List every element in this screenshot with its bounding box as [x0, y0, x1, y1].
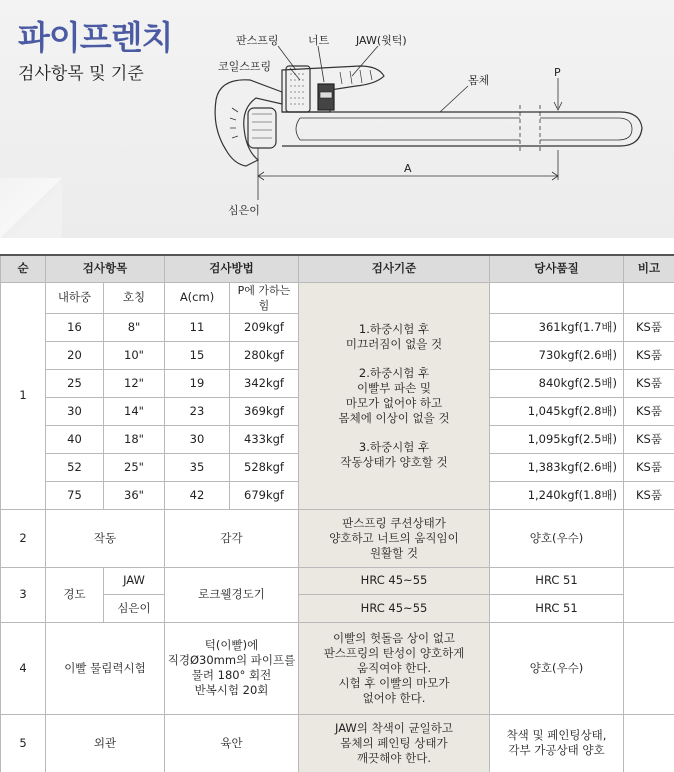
- cell-p: 369kgf: [230, 397, 299, 425]
- cell-note: KS품: [624, 481, 674, 509]
- label-core: 심은이: [228, 204, 260, 217]
- cell-a: 19: [165, 369, 230, 397]
- cell-quality: HRC 51: [490, 594, 624, 622]
- standard-line: 몸체의 페인팅 상태가: [340, 735, 448, 750]
- section-no: 1: [1, 282, 46, 509]
- table-subheader-row: [1, 282, 674, 313]
- cell-quality: 1,240kgf(1.8배): [490, 481, 624, 509]
- section-no: 3: [1, 567, 46, 622]
- cell-note: [624, 714, 674, 772]
- page-subtitle: 검사항목 및 기준: [18, 64, 144, 84]
- standard-line: 깨끗해야 한다.: [357, 750, 431, 765]
- cell-quality: 730kgf(2.6배): [490, 341, 624, 369]
- standard-cell: [299, 714, 490, 772]
- cell-a: 15: [165, 341, 230, 369]
- standard-cell: HRC 45~55: [299, 567, 490, 594]
- header-method: 검사방법: [165, 255, 299, 282]
- cell-quality: 1,383kgf(2.6배): [490, 453, 624, 481]
- cell-size: 10": [104, 341, 165, 369]
- standard-line: 2.하중시험 후: [358, 365, 430, 380]
- cell-a: 11: [165, 313, 230, 341]
- standard-cell: HRC 45~55: [299, 594, 490, 622]
- cell-a: 23: [165, 397, 230, 425]
- standard-line: 원활할 것: [369, 545, 419, 560]
- standard-cell: [299, 622, 490, 714]
- cell-a: 42: [165, 481, 230, 509]
- table-row: [1, 714, 674, 772]
- cell-quality: HRC 51: [490, 567, 624, 594]
- header-standard: 검사기준: [299, 255, 490, 282]
- cell-load: 25: [46, 369, 104, 397]
- cell-load: 16: [46, 313, 104, 341]
- subheader-a: A(cm): [165, 282, 230, 313]
- standard-line: 몸체에 이상이 없을 것: [338, 410, 450, 425]
- cell-p: 679kgf: [230, 481, 299, 509]
- cell-note: [624, 509, 674, 567]
- table-header-row: [1, 255, 674, 282]
- cell-p: 209kgf: [230, 313, 299, 341]
- standard-cell: [299, 282, 490, 509]
- standard-line: 없어야 한다.: [362, 690, 426, 705]
- label-p: P: [554, 66, 561, 79]
- cell-size: 8": [104, 313, 165, 341]
- pipe-wrench-diagram: [0, 0, 674, 238]
- cell-item: 외관: [46, 714, 165, 772]
- cell-size: 12": [104, 369, 165, 397]
- cell-a: 30: [165, 425, 230, 453]
- label-nut: 너트: [308, 34, 330, 47]
- cell-size: 18": [104, 425, 165, 453]
- cell-quality: 1,045kgf(2.8배): [490, 397, 624, 425]
- cell-subitem: 심은이: [104, 594, 165, 622]
- note-empty: [624, 282, 674, 313]
- cell-p: 528kgf: [230, 453, 299, 481]
- cell-load: 20: [46, 341, 104, 369]
- label-body: 몸체: [468, 74, 490, 87]
- standard-line: 판스프링 쿠션상태가: [342, 515, 446, 530]
- standard-line: JAW의 착색이 균일하고: [335, 720, 453, 735]
- standard-cell: [299, 509, 490, 567]
- section-no: 4: [1, 622, 46, 714]
- cell-a: 35: [165, 453, 230, 481]
- page-title: 파이프렌치: [18, 18, 173, 57]
- cell-method: 육안: [165, 714, 299, 772]
- cell-item: 작동: [46, 509, 165, 567]
- cell-size: 14": [104, 397, 165, 425]
- cell-subitem: JAW: [104, 567, 165, 594]
- standard-line: 마모가 없어야 하고: [345, 395, 443, 410]
- quality-empty: [490, 282, 624, 313]
- standard-line: 움직여야 한다.: [357, 660, 431, 675]
- header-item: 검사항목: [46, 255, 165, 282]
- cell-item: 이빨 물림력시험: [46, 622, 165, 714]
- cell-note: KS품: [624, 453, 674, 481]
- cell-load: 30: [46, 397, 104, 425]
- cell-method: 감각: [165, 509, 299, 567]
- section-no: 5: [1, 714, 46, 772]
- table-row: [1, 567, 674, 594]
- standard-line: 양호하고 너트의 움직임이: [329, 530, 459, 545]
- standard-line: 시험 후 이빨의 마모가: [338, 675, 450, 690]
- cell-p: 342kgf: [230, 369, 299, 397]
- cell-quality: 양호(우수): [490, 622, 624, 714]
- cell-note: KS품: [624, 425, 674, 453]
- label-a: A: [404, 162, 412, 175]
- cell-quality: 361kgf(1.7배): [490, 313, 624, 341]
- cell-quality: 840kgf(2.5배): [490, 369, 624, 397]
- cell-method: [165, 622, 299, 714]
- cell-size: 36": [104, 481, 165, 509]
- method-line: 턱(이빨)에: [204, 638, 259, 652]
- inspection-table: [0, 254, 674, 772]
- cell-p: 280kgf: [230, 341, 299, 369]
- standard-line: 1.하중시험 후: [358, 321, 430, 336]
- header-no: 순: [1, 255, 46, 282]
- cell-load: 52: [46, 453, 104, 481]
- standard-line: 이빨의 헛돌음 상이 없고: [332, 630, 456, 645]
- table-row: [1, 622, 674, 714]
- cell-size: 25": [104, 453, 165, 481]
- header-note: 비고: [624, 255, 674, 282]
- cell-quality: [490, 714, 624, 772]
- cell-item: 경도: [46, 567, 104, 622]
- standard-line: 미끄러짐이 없을 것: [345, 336, 443, 351]
- table-row: [1, 509, 674, 567]
- cell-load: 40: [46, 425, 104, 453]
- method-line: 물려 180° 회전: [191, 668, 272, 682]
- standard-line: 판스프링의 탄성이 양호하게: [323, 645, 465, 660]
- cell-note: KS품: [624, 313, 674, 341]
- subheader-p: P에 가하는 힘: [230, 282, 299, 313]
- cell-note: KS품: [624, 369, 674, 397]
- cell-note: [624, 622, 674, 714]
- cell-method: 로크웰경도기: [165, 567, 299, 622]
- method-line: 직경Ø30mm의 파이프를: [167, 653, 296, 667]
- standard-line: 이빨부 파손 및: [357, 380, 431, 395]
- label-coil-spring: 코일스프링: [218, 60, 272, 73]
- standard-line: 3.하중시험 후: [358, 439, 430, 454]
- subheader-load: 내하중: [46, 282, 104, 313]
- quality-line: 각부 가공상태 양호: [508, 743, 605, 757]
- cell-note: [624, 567, 674, 622]
- cell-quality: 1,095kgf(2.5배): [490, 425, 624, 453]
- quality-line: 착색 및 페인팅상태,: [506, 728, 607, 742]
- cell-load: 75: [46, 481, 104, 509]
- label-spring: 판스프링: [236, 34, 279, 47]
- subheader-size: 호칭: [104, 282, 165, 313]
- method-line: 반복시험 20회: [194, 683, 269, 697]
- standard-line: 작동상태가 양호할 것: [340, 454, 448, 469]
- cell-quality: 양호(우수): [490, 509, 624, 567]
- cell-note: KS품: [624, 341, 674, 369]
- section-no: 2: [1, 509, 46, 567]
- cell-p: 433kgf: [230, 425, 299, 453]
- cell-note: KS품: [624, 397, 674, 425]
- label-jaw: JAW(윗턱): [356, 34, 407, 47]
- header-quality: 당사품질: [490, 255, 624, 282]
